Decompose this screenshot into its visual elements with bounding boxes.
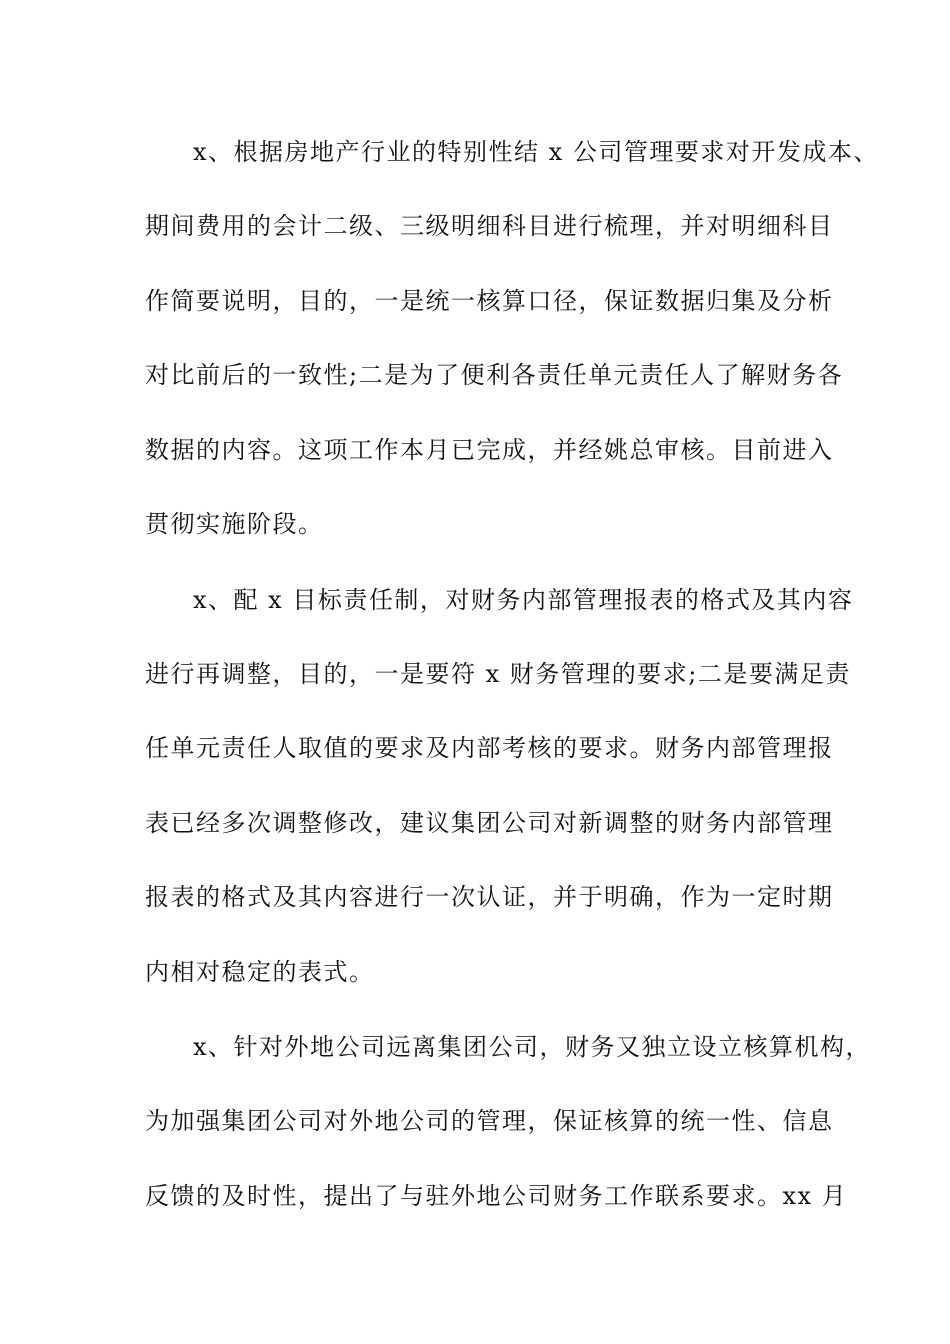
paragraph-line: x、根据房地产行业的特别性结 x 公司管理要求对开发成本、 bbox=[193, 138, 879, 166]
paragraph-line: x、配 x 目标责任制，对财务内部管理报表的格式及其内容 bbox=[193, 586, 854, 614]
paragraph-line: 表已经多次调整修改，建议集团公司对新调整的财务内部管理 bbox=[145, 809, 834, 837]
paragraph-line: 数据的内容。这项工作本月已完成，并经姚总审核。目前进入 bbox=[145, 436, 834, 464]
paragraph-line: 内相对稳定的表式。 bbox=[145, 958, 375, 986]
paragraph-line: 作简要说明，目的，一是统一核算口径，保证数据归集及分析 bbox=[145, 287, 834, 315]
paragraph-line: 对比前后的一致性;二是为了便利各责任单元责任人了解财务各 bbox=[145, 361, 844, 389]
paragraph-line: 进行再调整，目的，一是要符 x 财务管理的要求;二是要满足责 bbox=[145, 660, 851, 688]
paragraph-line: 反馈的及时性，提出了与驻外地公司财务工作联系要求。xx 月 bbox=[145, 1182, 848, 1210]
paragraph-line: 为加强集团公司对外地公司的管理，保证核算的统一性、信息 bbox=[145, 1107, 834, 1135]
paragraph-line: x、针对外地公司远离集团公司，财务又独立设立核算机构， bbox=[193, 1033, 872, 1061]
paragraph-line: 期间费用的会计二级、三级明细科目进行梳理，并对明细科目 bbox=[145, 212, 834, 240]
paragraph-line: 任单元责任人取值的要求及内部考核的要求。财务内部管理报 bbox=[145, 734, 834, 762]
paragraph-line: 报表的格式及其内容进行一次认证，并于明确，作为一定时期 bbox=[145, 883, 834, 911]
paragraph-line: 贯彻实施阶段。 bbox=[145, 510, 324, 538]
